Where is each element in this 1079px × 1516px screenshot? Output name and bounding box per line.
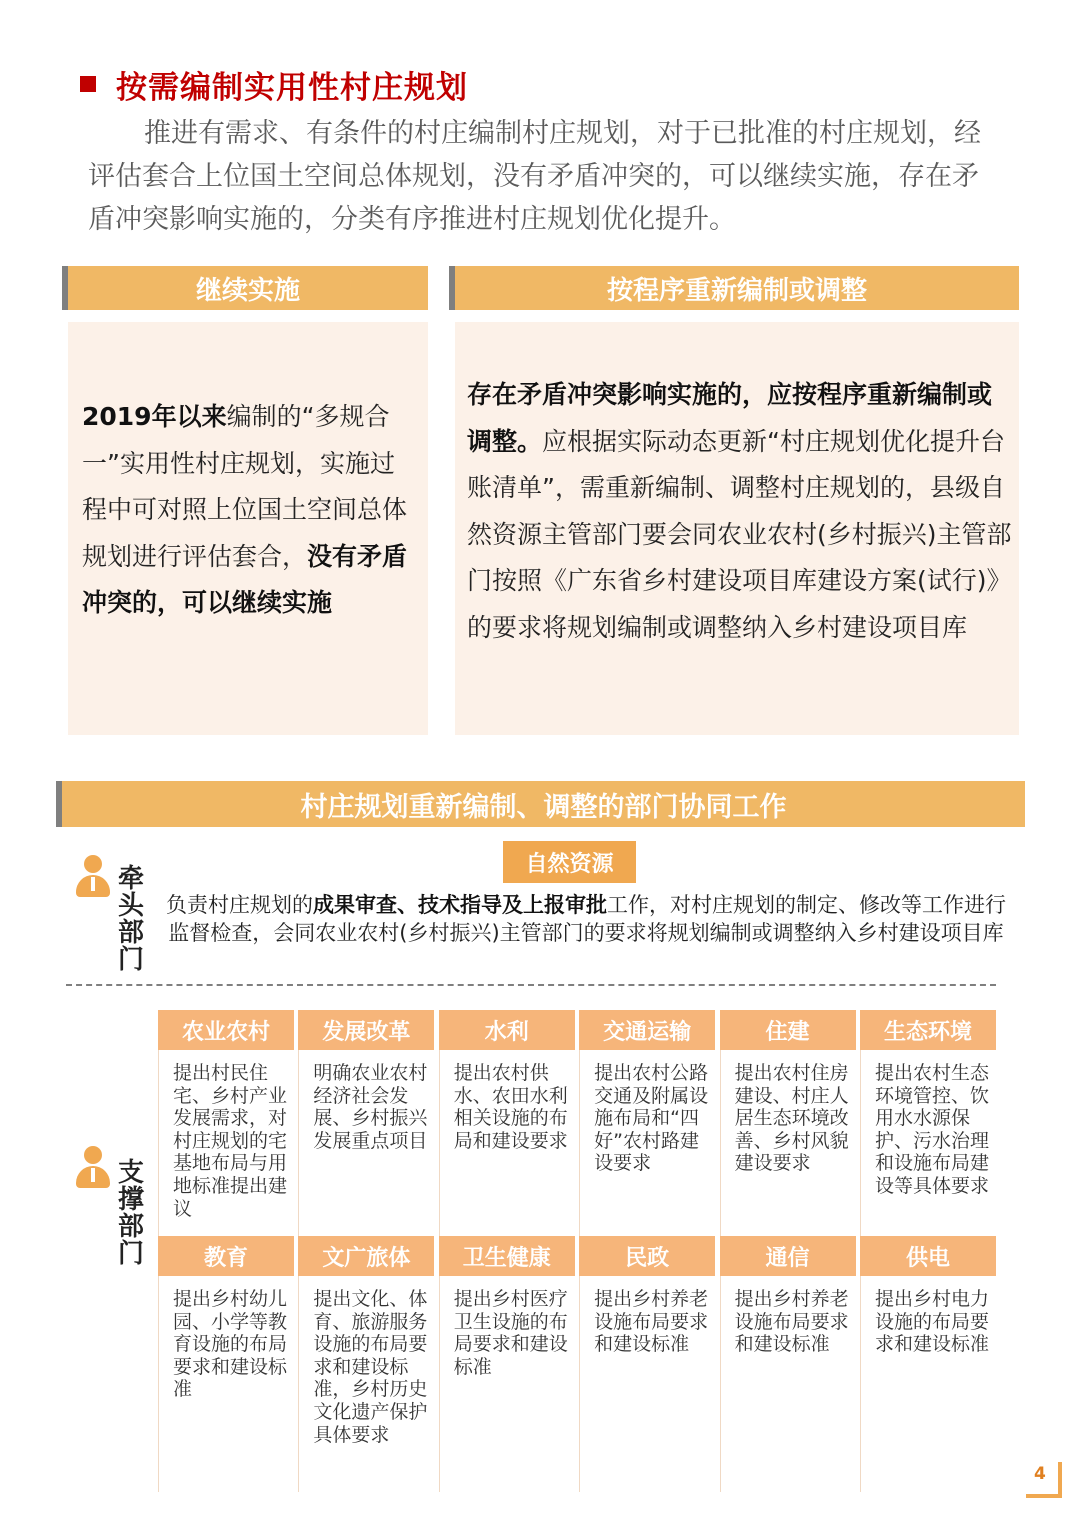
title-bullet-icon <box>80 76 96 92</box>
dept-desc: 明确农业农村经济社会发展、乡村振兴发展重点项目 <box>298 1050 434 1236</box>
dept-desc: 提出农村公路交通及附属设施布局和“四好”农村路建设要求 <box>579 1050 715 1236</box>
dept-desc: 提出农村住房建设、村庄人居生态环境改善、乡村风貌建设要求 <box>720 1050 856 1236</box>
dept-desc: 提出乡村医疗卫生设施的布局要求和建设标准 <box>439 1276 575 1492</box>
dashed-divider <box>66 984 996 986</box>
dept-cell <box>158 1010 294 1236</box>
right-card <box>455 322 1019 735</box>
lead-person-icon <box>76 855 110 901</box>
dept-desc: 提出农村生态环境管控、饮用水水源保护、污水治理和设施布局建设等具体要求 <box>860 1050 996 1236</box>
dept-desc: 提出乡村幼儿园、小学等教育设施的布局要求和建设标准 <box>158 1276 294 1492</box>
dept-desc: 提出乡村电力设施的布局要求和建设标准 <box>860 1276 996 1492</box>
support-row-1 <box>158 1010 996 1236</box>
section-title <box>80 62 468 106</box>
dept-name: 供电 <box>860 1236 996 1276</box>
dept-cell <box>298 1236 434 1492</box>
dept-cell <box>579 1236 715 1492</box>
lead-dept-label: 牵头部门 <box>117 864 144 975</box>
lead-dept-desc <box>160 891 1012 947</box>
lead-desc-pre: 负责村庄规划的 <box>166 893 313 917</box>
dept-name: 卫生健康 <box>439 1236 575 1276</box>
collab-header: 村庄规划重新编制、调整的部门协同工作 <box>62 781 1025 827</box>
dept-cell <box>298 1010 434 1236</box>
dept-name: 文广旅体 <box>298 1236 434 1276</box>
dept-desc: 提出乡村养老设施布局要求和建设标准 <box>579 1276 715 1492</box>
left-card-header: 继续实施 <box>68 266 428 310</box>
left-card <box>68 322 428 735</box>
right-card-text <box>467 372 1012 652</box>
page-number-text: 4 <box>1034 1464 1046 1484</box>
left-card-text <box>82 394 417 627</box>
left-card-body: 编制的“多规合一”实用性村庄规划，实施过程中可对照上位国土空间总体规划进行评估套合， <box>82 402 408 571</box>
dept-desc: 提出文化、体育、旅游服务设施的布局要求和建设标准，乡村历史文化遗产保护具体要求 <box>298 1276 434 1492</box>
dept-desc: 提出农村供水、农田水利相关设施的布局和建设要求 <box>439 1050 575 1236</box>
dept-name: 教育 <box>158 1236 294 1276</box>
dept-name: 通信 <box>720 1236 856 1276</box>
dept-name: 农业农村 <box>158 1010 294 1050</box>
dept-cell <box>579 1010 715 1236</box>
right-card-header: 按程序重新编制或调整 <box>455 266 1019 310</box>
lead-desc-bold: 成果审查、技术指导及上报审批 <box>313 893 607 917</box>
dept-name: 住建 <box>720 1010 856 1050</box>
dept-name: 交通运输 <box>579 1010 715 1050</box>
lead-desc-post: 工作，对村庄规划的制定、修改等工作进行监督检查，会同农业农村(乡村振兴)主管部门的要求将规划编制或调整纳入乡村建设项目库 <box>168 893 1006 945</box>
page-number <box>1026 1462 1062 1498</box>
left-card-bold-2: 没有矛盾冲突的，可以继续实施 <box>82 541 408 618</box>
dept-cell <box>439 1236 575 1492</box>
dept-cell <box>860 1010 996 1236</box>
dept-cell <box>439 1010 575 1236</box>
dept-name: 发展改革 <box>298 1010 434 1050</box>
left-card-bold-1: 2019年以来 <box>82 402 227 431</box>
title-text: 按需编制实用性村庄规划 <box>116 69 468 106</box>
dept-cell <box>860 1236 996 1492</box>
dept-name: 水利 <box>439 1010 575 1050</box>
right-card-bold: 存在矛盾冲突影响实施的，应按程序重新编制或调整。 <box>467 380 993 456</box>
intro-paragraph: 推进有需求、有条件的村庄编制村庄规划，对于已批准的村庄规划，经评估套合上位国土空间总体规划，没有矛盾冲突的，可以继续实施，存在矛盾冲突影响实施的，分类有序推进村庄规划优化提升。 <box>88 118 981 235</box>
support-row-2 <box>158 1236 996 1492</box>
right-card-body: 应根据实际动态更新“村庄规划优化提升台账清单”，需重新编制、调整村庄规划的，县级自然资源主管部门要会同农业农村(乡村振兴)主管部门按照《广东省乡村建设项目库建设方案(试行)》的要求将规划编制或调整纳入乡村建设项目库 <box>467 426 1012 642</box>
dept-name: 民政 <box>579 1236 715 1276</box>
dept-cell <box>158 1236 294 1492</box>
support-dept-label: 支撑部门 <box>117 1158 144 1269</box>
lead-dept-tag: 自然资源 <box>503 841 636 883</box>
dept-name: 生态环境 <box>860 1010 996 1050</box>
support-person-icon <box>76 1146 110 1192</box>
dept-cell <box>720 1010 856 1236</box>
dept-desc: 提出村民住宅、乡村产业发展需求，对村庄规划的宅基地布局与用地标准提出建议 <box>158 1050 294 1236</box>
dept-desc: 提出乡村养老设施布局要求和建设标准 <box>720 1276 856 1492</box>
dept-cell <box>720 1236 856 1492</box>
